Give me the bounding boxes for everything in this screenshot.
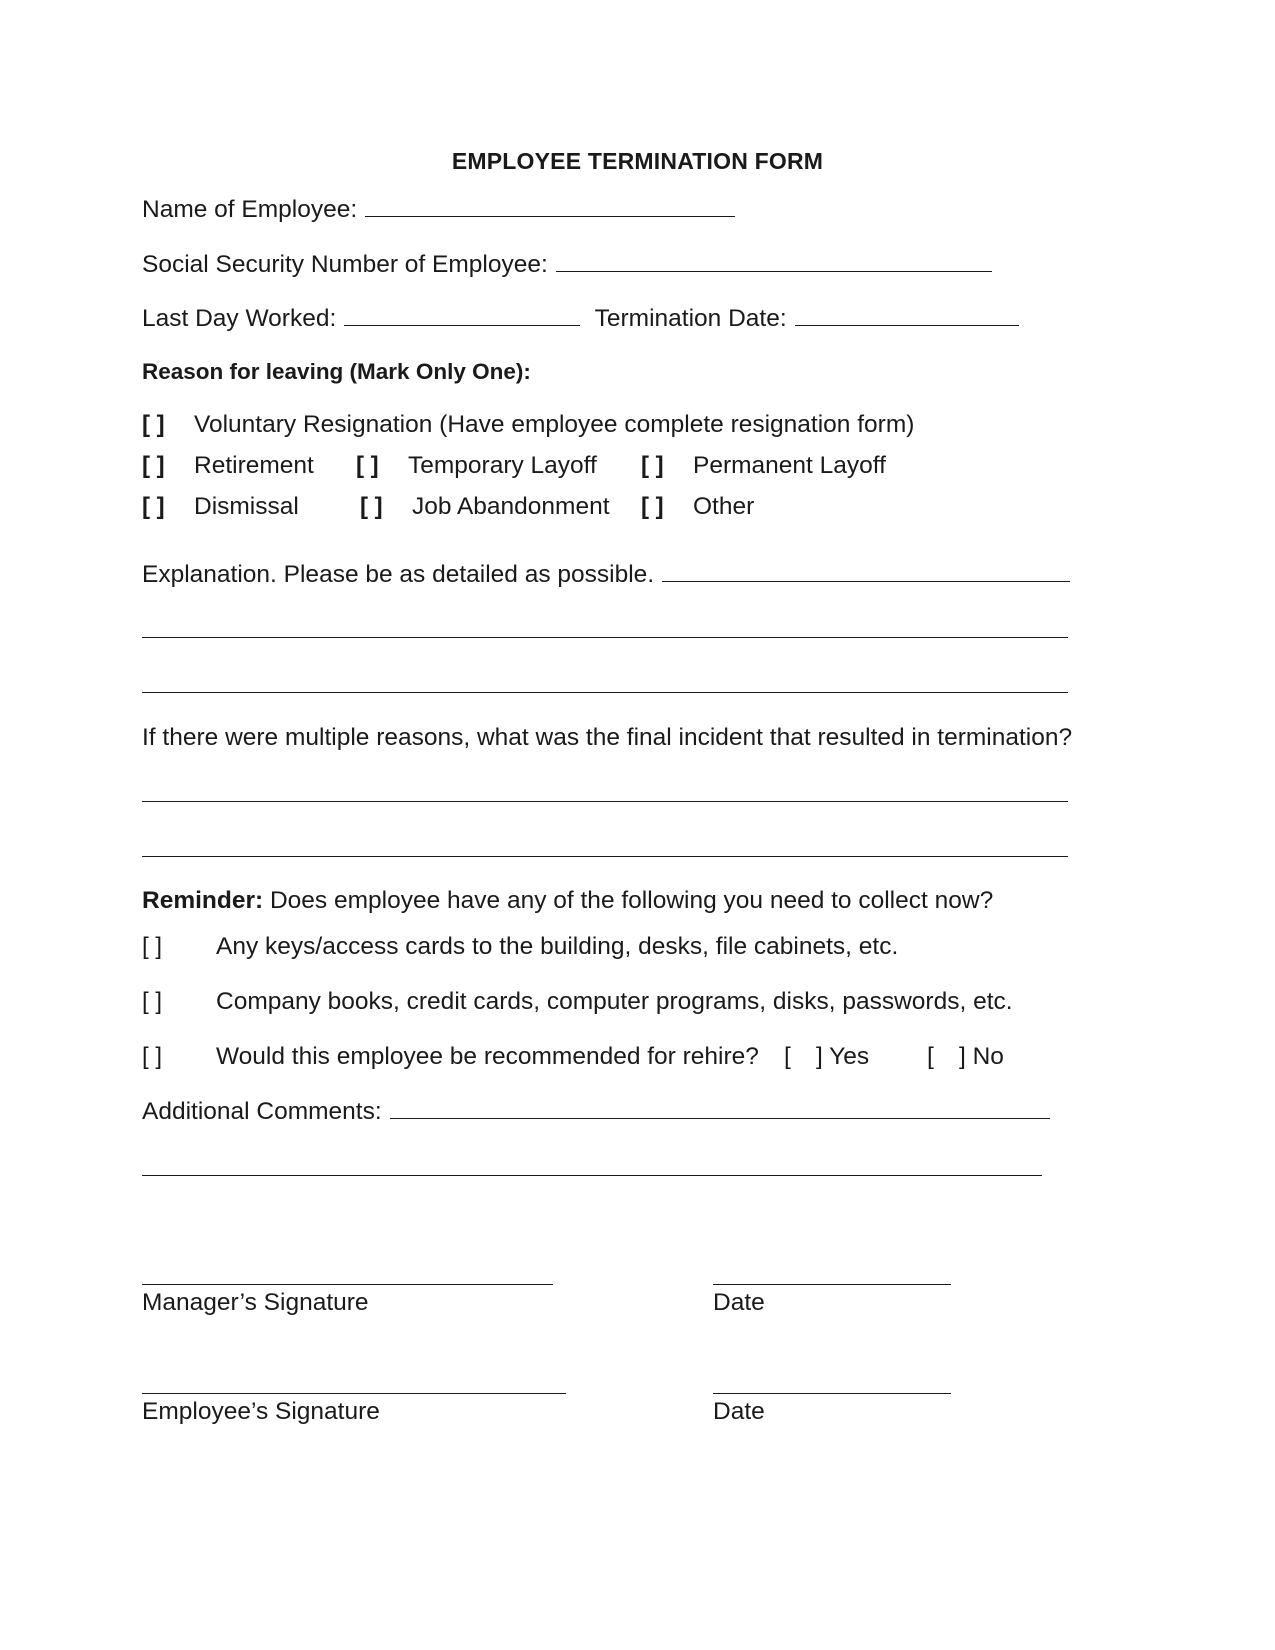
reminder-rehire-label: Would this employee be recommended for rehire? xyxy=(216,1043,759,1070)
additional-comments-field[interactable] xyxy=(390,1098,1050,1119)
explanation-label: Explanation. Please be as detailed as possible. xyxy=(142,561,655,588)
rehire-yes-open-bracket[interactable]: [ xyxy=(784,1043,791,1070)
employee-signature-label: Employee’s Signature xyxy=(142,1398,380,1425)
final-incident-line-2[interactable] xyxy=(142,856,1068,857)
form-title: EMPLOYEE TERMINATION FORM xyxy=(451,148,824,174)
ssn-label: Social Security Number of Employee: xyxy=(142,251,548,278)
reminder-row xyxy=(142,887,993,915)
reason-temporary-layoff-option[interactable] xyxy=(356,452,597,480)
reminder-label: Reminder: xyxy=(142,887,264,914)
reason-permanent-layoff-label: Permanent Layoff xyxy=(693,452,886,479)
reason-other-checkbox[interactable]: [ ] xyxy=(641,493,664,520)
rehire-no-label: ] No xyxy=(959,1043,1004,1070)
employee-name-label: Name of Employee: xyxy=(142,196,358,223)
reason-job-abandonment-option[interactable] xyxy=(360,493,610,521)
reason-retirement-checkbox[interactable]: [ ] xyxy=(142,452,165,479)
explanation-line-3[interactable] xyxy=(142,692,1068,693)
reminder-company-items-label: Company books, credit cards, computer programs, disks, passwords, etc. xyxy=(216,988,1013,1015)
final-incident-line-1[interactable] xyxy=(142,801,1068,802)
additional-comments-row xyxy=(142,1098,1050,1126)
reason-voluntary-option[interactable] xyxy=(142,411,914,439)
dates-row xyxy=(142,305,1019,333)
ssn-row xyxy=(142,251,992,279)
reminder-rehire-item[interactable] xyxy=(142,1043,759,1071)
reminder-keys-item[interactable] xyxy=(142,933,898,961)
multiple-reasons-question: If there were multiple reasons, what was the final incident that resulted in termination? xyxy=(142,724,1073,751)
reason-other-option[interactable] xyxy=(641,493,754,521)
employee-date-line[interactable] xyxy=(713,1393,951,1394)
explanation-line-2[interactable] xyxy=(142,637,1068,638)
reason-dismissal-option[interactable] xyxy=(142,493,299,521)
reason-retirement-label: Retirement xyxy=(194,452,314,479)
reason-job-abandonment-checkbox[interactable]: [ ] xyxy=(360,493,383,520)
termination-date-label: Termination Date: xyxy=(594,305,787,332)
rehire-no-open-bracket[interactable]: [ xyxy=(927,1043,934,1070)
rehire-no-option[interactable] xyxy=(927,1043,1004,1071)
rehire-yes-label: ] Yes xyxy=(816,1043,870,1070)
manager-date-label: Date xyxy=(713,1289,765,1316)
reminder-company-items-item[interactable] xyxy=(142,988,1013,1016)
reason-heading: Reason for leaving (Mark Only One): xyxy=(142,359,531,384)
rehire-yes-option[interactable] xyxy=(784,1043,869,1071)
termination-date-field[interactable] xyxy=(795,305,1019,326)
reason-voluntary-label: Voluntary Resignation (Have employee complete resignation form) xyxy=(194,411,915,438)
reminder-keys-label: Any keys/access cards to the building, desks, file cabinets, etc. xyxy=(216,933,899,960)
employee-name-field[interactable] xyxy=(365,196,735,217)
employee-name-row xyxy=(142,196,735,224)
additional-comments-line-2[interactable] xyxy=(142,1175,1042,1176)
employee-date-label: Date xyxy=(713,1398,765,1425)
reason-retirement-option[interactable] xyxy=(142,452,314,480)
reason-permanent-layoff-option[interactable] xyxy=(641,452,886,480)
last-day-worked-label: Last Day Worked: xyxy=(142,305,337,332)
reason-temporary-layoff-label: Temporary Layoff xyxy=(408,452,597,479)
reason-job-abandonment-label: Job Abandonment xyxy=(412,493,610,520)
reason-dismissal-label: Dismissal xyxy=(194,493,299,520)
explanation-field[interactable] xyxy=(662,561,1070,582)
reminder-company-items-checkbox[interactable]: [ ] xyxy=(142,988,163,1015)
ssn-field[interactable] xyxy=(556,251,992,272)
reminder-keys-checkbox[interactable]: [ ] xyxy=(142,933,163,960)
manager-signature-line[interactable] xyxy=(142,1284,553,1285)
manager-date-line[interactable] xyxy=(713,1284,951,1285)
employee-signature-line[interactable] xyxy=(142,1393,566,1394)
manager-signature-label: Manager’s Signature xyxy=(142,1289,369,1316)
reminder-text: Does employee have any of the following you need to collect now? xyxy=(269,887,994,914)
reason-dismissal-checkbox[interactable]: [ ] xyxy=(142,493,165,520)
reason-permanent-layoff-checkbox[interactable]: [ ] xyxy=(641,452,664,479)
reason-other-label: Other xyxy=(693,493,755,520)
explanation-row xyxy=(142,561,1070,589)
reminder-rehire-checkbox[interactable]: [ ] xyxy=(142,1043,163,1070)
last-day-worked-field[interactable] xyxy=(344,305,580,326)
reason-temporary-layoff-checkbox[interactable]: [ ] xyxy=(356,452,379,479)
additional-comments-label: Additional Comments: xyxy=(142,1098,382,1125)
reason-voluntary-checkbox[interactable]: [ ] xyxy=(142,411,165,438)
